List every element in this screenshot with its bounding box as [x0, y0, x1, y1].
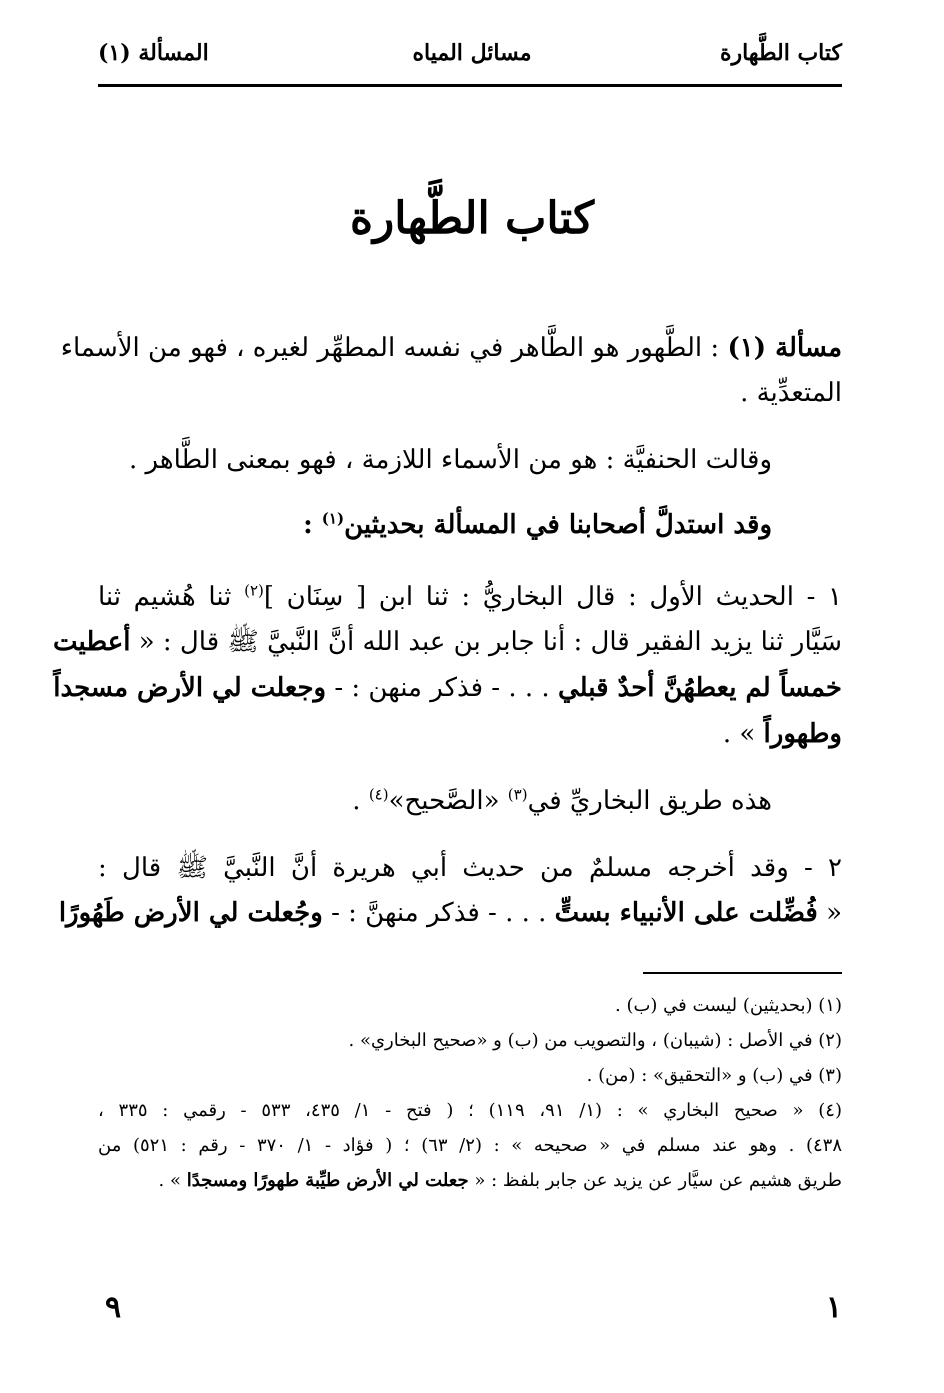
footnote-ref: (٣): [507, 785, 528, 804]
paragraph-line: [352, 786, 772, 817]
footnote: (١) (بحديثين) ليست في (ب) .: [615, 995, 842, 1016]
text-run: :: [303, 510, 322, 540]
footnote-continued: ٤٣٨) . وهو عند مسلم في « صحيحه » : (٢/ ٦٣) ؛ ( فؤاد - ١/ ٣٧٠ - رقم : ٥٢١) من: [98, 1135, 842, 1156]
issue-label: مسألة (١): [727, 333, 842, 363]
footnote-continued: [159, 1170, 842, 1192]
paragraph-line: [60, 333, 842, 364]
hadith-text: وجعلت لي الأرض مسجداً: [53, 673, 327, 703]
paragraph-line: [303, 510, 772, 541]
footnote-ref: (١): [321, 509, 345, 528]
header-rule: [98, 84, 842, 87]
text-run: «الصَّحيح»: [388, 786, 508, 816]
text-run: وقد استدلَّ أصحابنا في المسألة بحديثين: [344, 510, 772, 540]
text-run: » .: [158, 1170, 187, 1191]
text-run: ثنا هُشيم ثنا: [98, 582, 245, 612]
running-header-chapter: مسائل المياه: [412, 40, 532, 66]
hadith-text: وجُعلت لي الأرض طَهُورًا: [58, 898, 323, 928]
text-run: سَيَّار ثنا يزيد الفقير قال : أنا جابر بن عبد الله أنَّ النَّبيَّ ﷺ قال : «: [130, 627, 842, 657]
text-run: : الطَّهور هو الطَّاهر في نفسه المطهِّر لغيره ، فهو من الأسماء: [60, 333, 728, 363]
folio-marker: ١: [825, 1290, 842, 1325]
footnote: (٢) في الأصل : (شيبان) ، والتصويب من (ب) و «صحيح البخاري» .: [348, 1030, 842, 1051]
hadith-text: وطهوراً: [763, 719, 842, 749]
footnote: (٣) في (ب) و «التحقيق» : (من) .: [586, 1065, 842, 1086]
paragraph-line: [723, 719, 842, 750]
text-run: «: [817, 898, 842, 928]
text-run: » .: [722, 719, 764, 749]
hadith-text: جعلت لي الأرض طيِّبة طهورًا ومسجدًا: [186, 1170, 469, 1191]
running-header-issue: المسألة (١): [98, 40, 209, 66]
hadith-text: أعطيت: [53, 627, 131, 657]
page-number: ٩: [105, 1290, 122, 1325]
hadith-text: فُضِّلت على الأنبياء بستٍّ: [554, 898, 818, 928]
paragraph-line: [53, 673, 842, 704]
running-header-book: كتاب الطَّهارة: [719, 40, 842, 66]
footnote-ref: (٤): [368, 785, 389, 804]
paragraph-line: [53, 627, 842, 658]
paragraph-line: وقالت الحنفيَّة : هو من الأسماء اللازمة ، فهو بمعنى الطَّاهر .: [129, 445, 772, 475]
footnote-ref: (٢): [244, 581, 264, 600]
paragraph-line: [98, 582, 842, 613]
paragraph-line: المتعدِّية .: [740, 378, 842, 408]
text-run: طريق هشيم عن سيَّار عن يزيد عن جابر بلفظ : «: [468, 1170, 842, 1191]
paragraph-line: ٢ - وقد أخرجه مسلمٌ من حديث أبي هريرة أنَّ النَّبيَّ ﷺ قال :: [98, 853, 842, 883]
footnote: (٤) « صحيح البخاري » : (١/ ٩١، ١١٩) ؛ ( فتح - ١/ ٤٣٥، ٥٣٣ - رقمي : ٣٣٥ ،: [98, 1100, 842, 1121]
footnote-rule: [643, 972, 842, 974]
page-title: كتاب الطَّهارة: [349, 193, 595, 244]
text-run: هذه طريق البخاريِّ في: [527, 786, 772, 816]
text-run: ١ - الحديث الأول : قال البخاريُّ : ثنا ابن [ سِنَان ]: [263, 582, 843, 612]
text-run: .: [352, 786, 369, 816]
paragraph-line: [58, 898, 842, 929]
text-run: . . . - فذكر منهنَّ : -: [322, 898, 555, 928]
hadith-text: خمساً لم يعطهُنَّ أحدٌ قبلي: [557, 673, 842, 703]
text-run: . . . - فذكر منهن : -: [326, 673, 558, 703]
